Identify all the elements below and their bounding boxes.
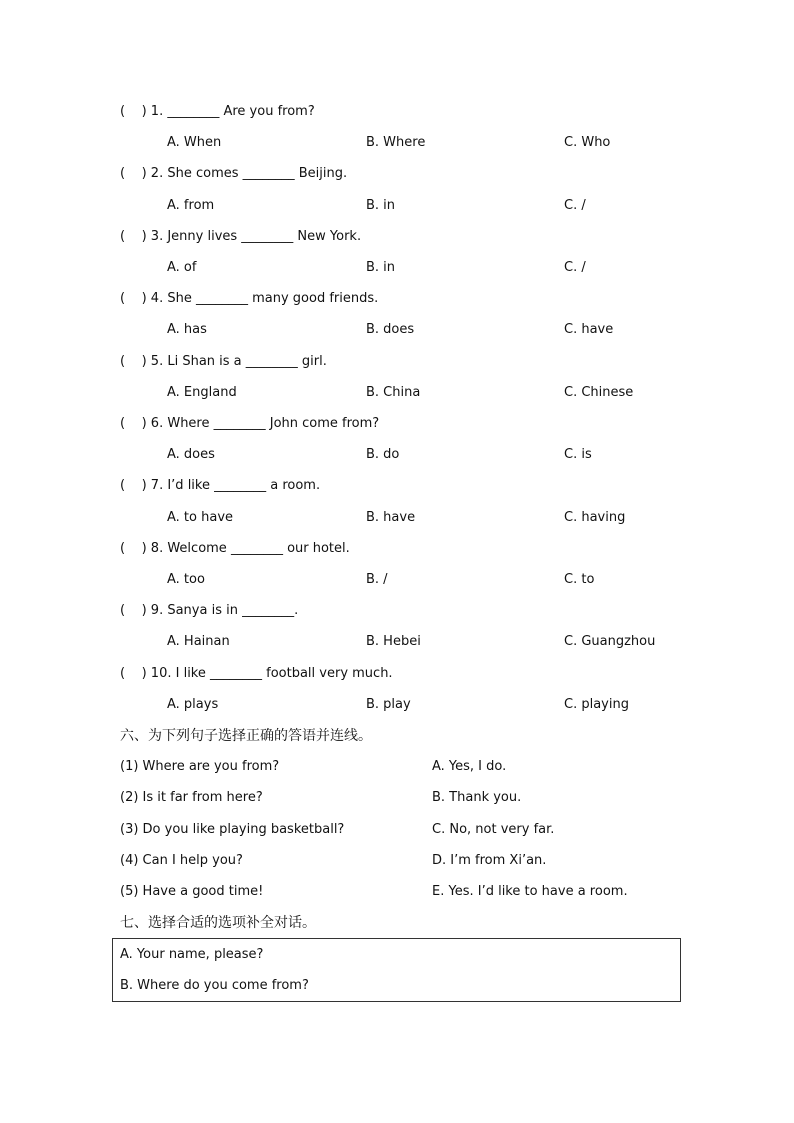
option-a: A. too <box>167 572 205 587</box>
question-stem: ( ) 4. She ________ many good friends. <box>120 291 379 306</box>
option-a: A. has <box>167 322 207 337</box>
matching-pair <box>120 820 720 840</box>
question-options <box>167 258 727 278</box>
option-c: C. having <box>564 510 626 525</box>
option-a: A. does <box>167 447 215 462</box>
question-options <box>167 445 727 465</box>
option-b: B. Hebei <box>366 634 421 649</box>
option-b: B. in <box>366 198 396 213</box>
option-b: B. do <box>366 447 400 462</box>
matching-answer: B. Thank you. <box>432 790 522 805</box>
matching-question: (2) Is it far from here? <box>120 790 263 805</box>
question-options <box>167 383 727 403</box>
option-a: A. from <box>167 198 215 213</box>
question-options <box>167 196 727 216</box>
option-c: C. Chinese <box>564 385 634 400</box>
question-stem: ( ) 1. ________ Are you from? <box>120 104 315 119</box>
options-box <box>112 938 681 1002</box>
matching-pair <box>120 757 720 777</box>
matching-question: (1) Where are you from? <box>120 759 280 774</box>
question-options <box>167 133 727 153</box>
option-b: B. play <box>366 697 411 712</box>
option-b: B. have <box>366 510 416 525</box>
matching-pair <box>120 882 720 902</box>
option-b: B. Where <box>366 135 426 150</box>
matching-question: (4) Can I help you? <box>120 853 243 868</box>
option-a: A. When <box>167 135 222 150</box>
option-c: C. is <box>564 447 592 462</box>
option-c: C. Guangzhou <box>564 634 656 649</box>
question-options <box>167 695 727 715</box>
option-c: C. Who <box>564 135 611 150</box>
matching-pair <box>120 851 720 871</box>
section-7-heading: 七、选择合适的选项补全对话。 <box>120 915 316 931</box>
matching-question: (3) Do you like playing basketball? <box>120 822 345 837</box>
section-6-heading: 六、为下列句子选择正确的答语并连线。 <box>120 728 372 744</box>
matching-answer: A. Yes, I do. <box>432 759 507 774</box>
question-options <box>167 570 727 590</box>
question-stem: ( ) 7. I’d like ________ a room. <box>120 478 321 493</box>
matching-answer: C. No, not very far. <box>432 822 555 837</box>
question-options <box>167 320 727 340</box>
matching-question: (5) Have a good time! <box>120 884 264 899</box>
option-a: A. Hainan <box>167 634 230 649</box>
box-option-a: A. Your name, please? <box>120 947 264 962</box>
question-stem: ( ) 9. Sanya is in ________. <box>120 603 299 618</box>
question-stem: ( ) 6. Where ________ John come from? <box>120 416 380 431</box>
option-a: A. to have <box>167 510 234 525</box>
question-stem: ( ) 10. I like ________ football very much. <box>120 666 393 681</box>
matching-answer: E. Yes. I’d like to have a room. <box>432 884 628 899</box>
option-c: C. / <box>564 198 586 213</box>
option-c: C. to <box>564 572 595 587</box>
question-stem: ( ) 3. Jenny lives ________ New York. <box>120 229 362 244</box>
option-c: C. have <box>564 322 614 337</box>
option-a: A. plays <box>167 697 219 712</box>
option-b: B. does <box>366 322 415 337</box>
question-stem: ( ) 8. Welcome ________ our hotel. <box>120 541 350 556</box>
option-c: C. playing <box>564 697 629 712</box>
option-c: C. / <box>564 260 586 275</box>
question-options <box>167 632 727 652</box>
option-b: B. China <box>366 385 421 400</box>
question-stem: ( ) 5. Li Shan is a ________ girl. <box>120 354 327 369</box>
option-a: A. England <box>167 385 237 400</box>
question-stem: ( ) 2. She comes ________ Beijing. <box>120 166 348 181</box>
option-b: B. / <box>366 572 388 587</box>
option-a: A. of <box>167 260 197 275</box>
box-option-b: B. Where do you come from? <box>120 978 309 993</box>
matching-pair <box>120 788 720 808</box>
question-options <box>167 508 727 528</box>
matching-answer: D. I’m from Xi’an. <box>432 853 547 868</box>
option-b: B. in <box>366 260 396 275</box>
